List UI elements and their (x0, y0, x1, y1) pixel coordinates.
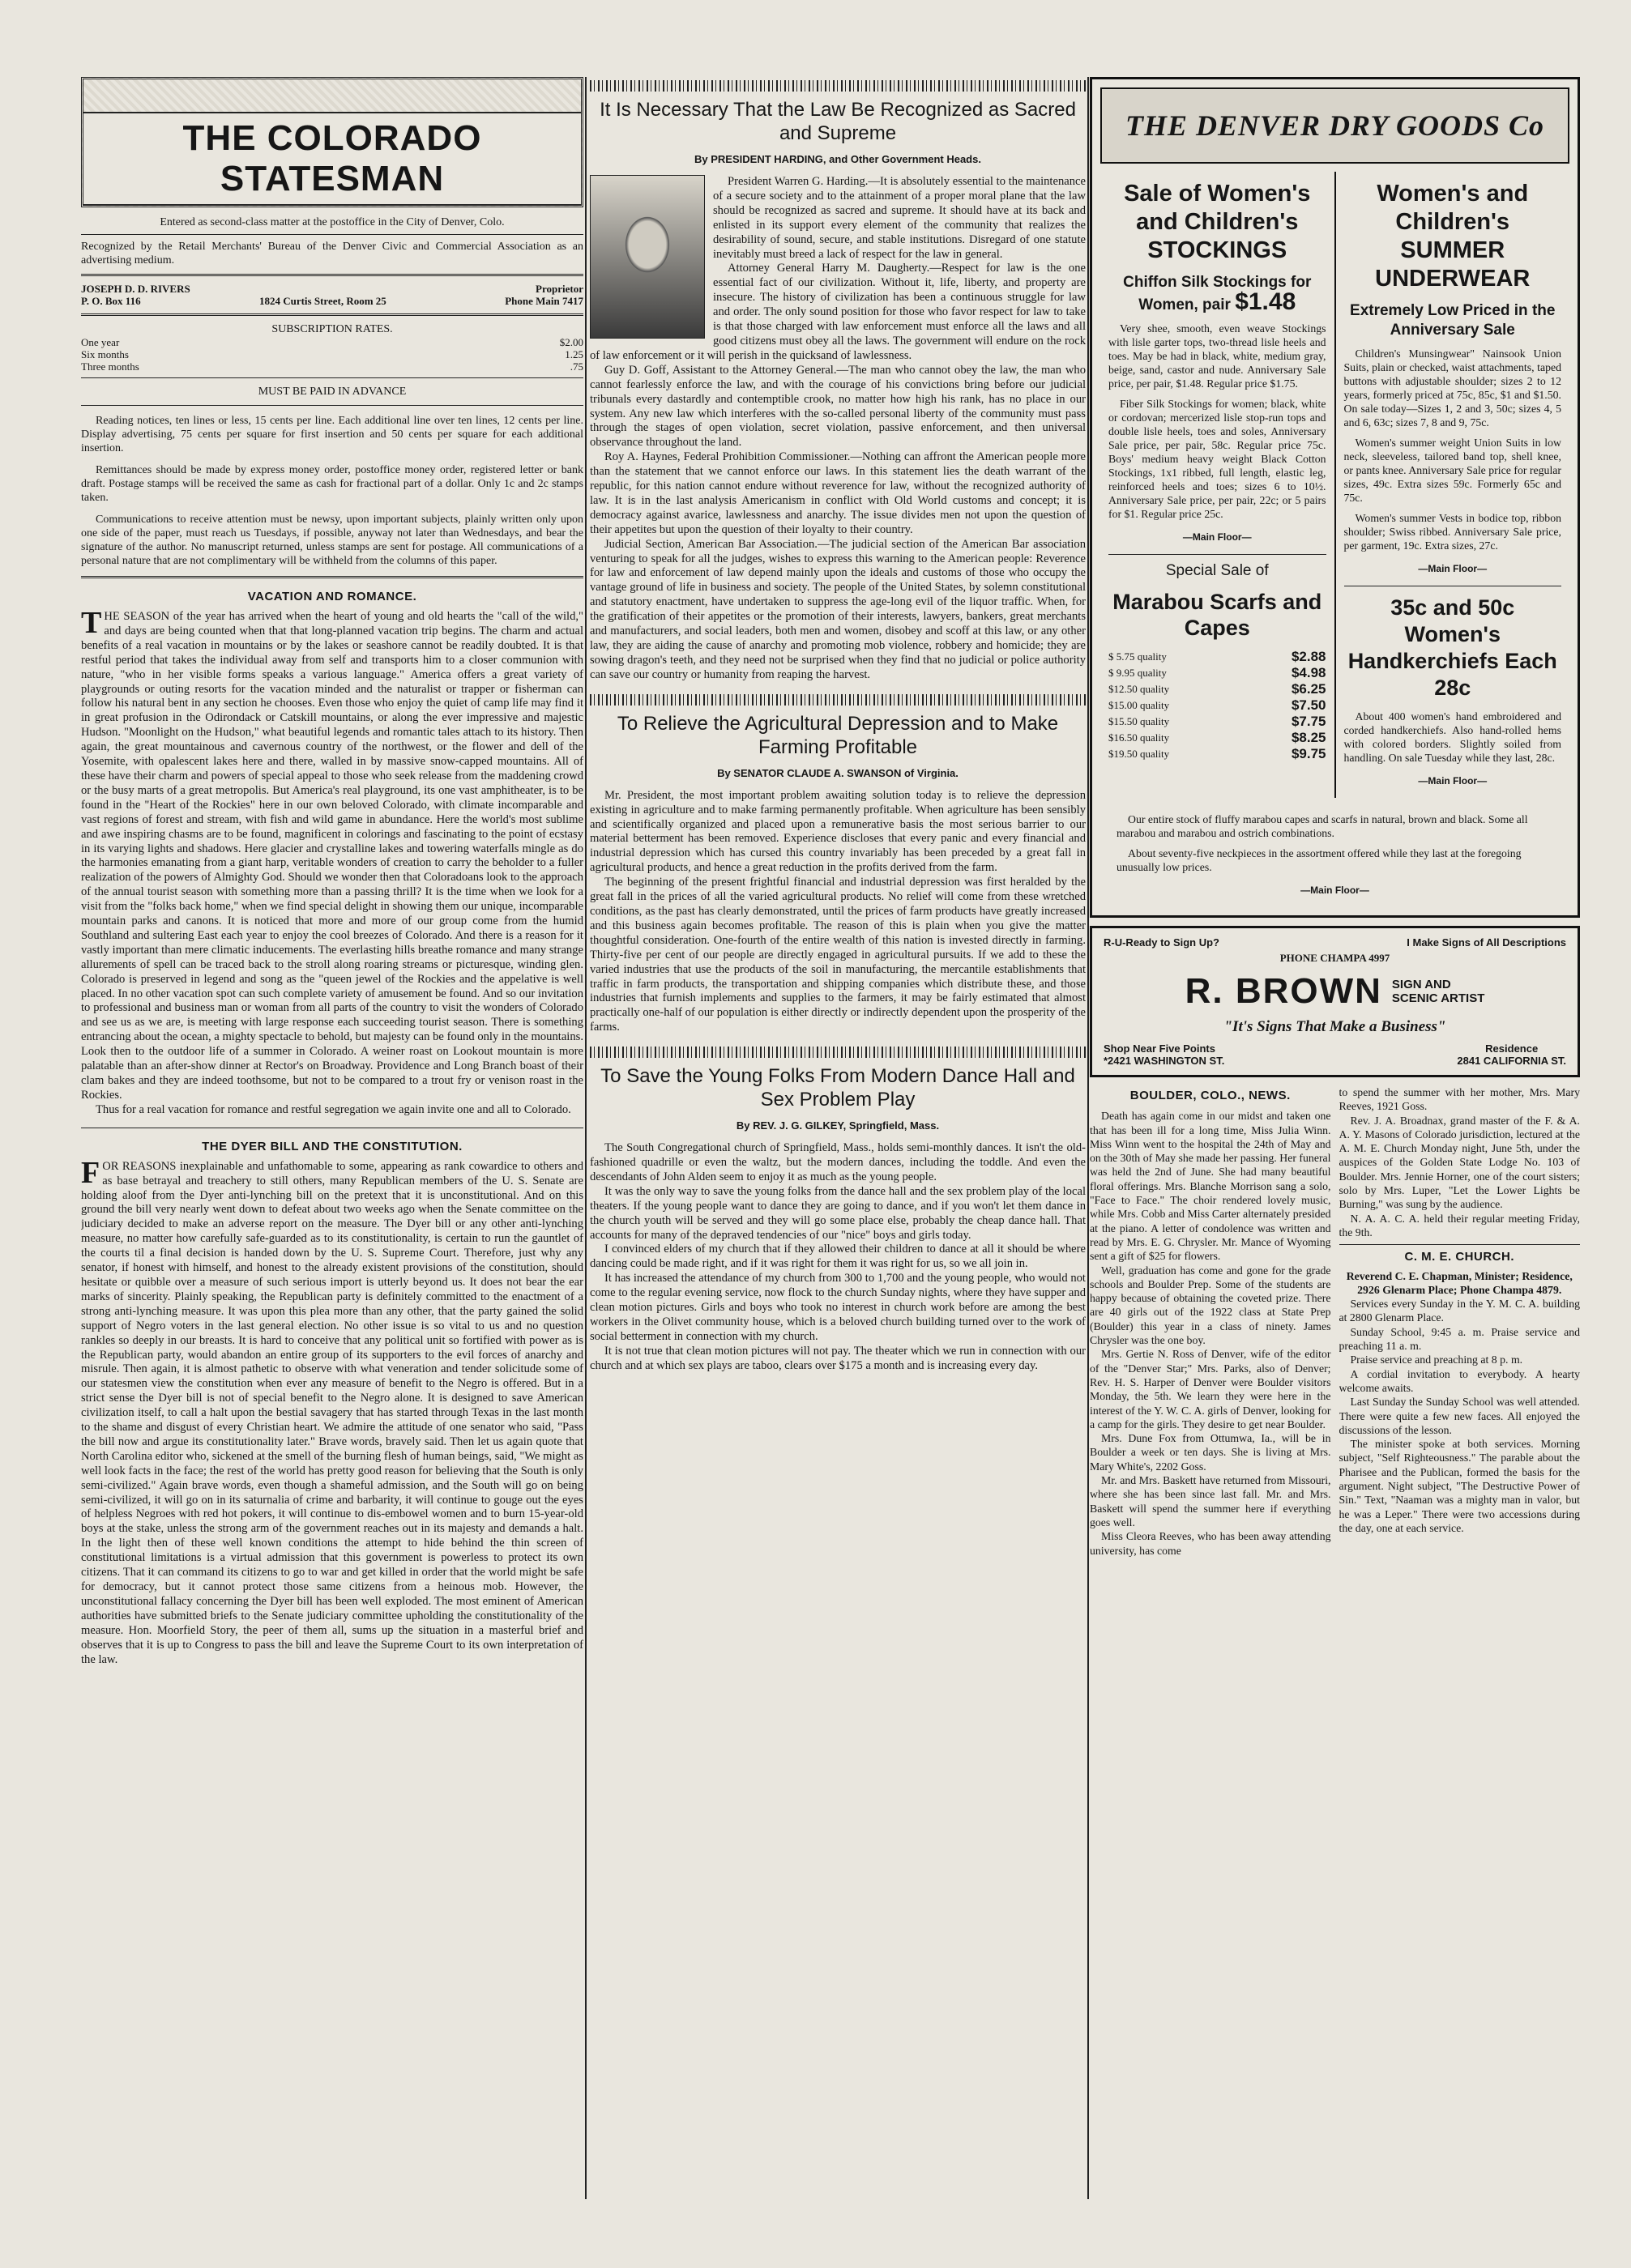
recognized-notice: Recognized by the Retail Merchants' Bureau of the Denver Civic and Commercial Association as an advertising medium. (81, 241, 583, 266)
brown-name: R. BROWN (1185, 971, 1382, 1011)
underwear-title: Women's and Children's SUMMER UNDERWEAR (1375, 181, 1531, 292)
news-columns (1090, 1085, 1580, 1558)
ad-footer: Our entire stock of fluffy marabou capes and scarfs in natural, brown and black. Some all marabou and marabou and ostrich combinations. About seventy-five neckpieces in the assortment offered while they last at the foregoing unusually low prices. —Main Floor— (1117, 813, 1528, 896)
harding-photo (590, 175, 705, 339)
greek-border (590, 694, 1086, 706)
phone-number: Phone Main 7417 (505, 295, 583, 307)
store-logo: THE DENVER DRY GOODS Co (1100, 87, 1569, 164)
column-rule (1087, 77, 1089, 2199)
street-address: 1824 Curtis Street, Room 25 (258, 295, 386, 307)
ad-grid-top (1100, 172, 1569, 798)
brown-phone: PHONE CHAMPA 4997 (1279, 952, 1390, 964)
stockings-section: Sale of Women's and Children's STOCKINGS Chiffon Silk Stockings for Women, pair $1.48 Very shee, smooth, even weave Stockings with lisle garter tops, two-thread lisle heels and toes. May be had in black, white, medium gray, beige, sand, castor and nude. Anniversary Sale price, per pair, $1.48. Regular price $1.75. Fiber Silk Stockings for women; black, white or cordovan; mercerized lisle stop-run tops and double lisle heels, toes and soles, Anniversary Sale price, per pair, 58c. Regular price 75c. Boys' medium heavy weight Black Cotton Stockings, 1x1 ribbed, full length, elastic leg, reinforced heels and toes; sizes 6 to 10½. Anniversary Sale price, per pair, 22c; or 5 pairs for $1. Regular price 25c. —Main Floor— Special Sale of Marabou Scarfs and Capes $ 5.75 quality $2.88 $ 9.95 quality $4.98 $12.50 quality $6.25 $15.00 quality $7.50 $15.50 quality $7.75 $16.50 quality $8.25 $19.50 quality $9.75 (1108, 181, 1326, 761)
masthead (81, 77, 583, 207)
chiffon-line: Chiffon Silk Stockings for Women, pair $1.48 (1123, 274, 1312, 315)
remittance-notice: Remittances should be made by express money order, postoffice money order, registered letter or bank draft. Postage stamps will be received the same as cash for fractional part of a dollar. Only 1c and 2c stamps taken. (81, 464, 583, 504)
proprietor-name: JOSEPH D. D. RIVERS (81, 283, 190, 295)
farm-article: Mr. President, the most important problem awaiting solution today is to relieve the depression existing in agriculture and to make farming permanently profitable. When agriculture has been sensibly and scientifically organized and placed upon a remunerative basis the most serious barrier to our material betterment has been removed. Experience discloses that every panic and every financial and industrial depression which has cursed this country invariably has been preceded by a great fall in agricultural products, and hence a great reduction in the profits derived from the farm. The beginning of the present frightful financial and industrial depression was first heralded by the great fall in the prices of all the varied agricultural products. No relief will come from these wretched conditions, as the past has clearly demonstrated, until the prices of farm products have greatly increased and this business again becomes profitable. The reason of this is plain when you give the matter thoughtful consideration. One-fourth of the entire wealth of this nation is invested directly in farming. Thirty-five per cent of our people are directly engaged in agricultural pursuits. If we add to these the varied industries that use the products of the soil in manufacturing, the mercantile establishments that traffic in farm products, the transportation and shipping companies which distribute these, and those industries that furnish implements and supplies to the farmers, it may be fairly estimated that almost practically one-half of our population is either directly or indirectly dependent upon the prosperity of the farms. (590, 788, 1086, 1034)
marabou-pre: Special Sale of (1165, 562, 1269, 579)
underwear-subtitle: Extremely Low Priced in the Anniversary Sale (1350, 302, 1556, 339)
price-row: $ 5.75 quality $2.88 (1108, 649, 1326, 664)
masthead-title: THE COLORADO STATESMAN (83, 112, 581, 206)
price-row: $ 9.95 quality $4.98 (1108, 665, 1326, 680)
law-headline: It Is Necessary That the Law Be Recognized as Sacred and Supreme (600, 99, 1076, 144)
farm-byline: By SENATOR CLAUDE A. SWANSON of Virginia. (717, 766, 959, 779)
farm-headline: To Relieve the Agricultural Depression and to Make Farming Profitable (617, 712, 1059, 758)
dyer-title: THE DYER BILL AND THE CONSTITUTION. (202, 1139, 463, 1153)
reading-notice: Reading notices, ten lines or less, 15 cents per line. Each additional line over ten lines, 12 cents per line. Display advertising, 75 cents per square for first insertion and 50 cents per square for each additional insertion. (81, 415, 583, 454)
dyer-article: FOR REASONS inexplainable and unfathomable to some, appearing as rank cowardice to others and as base betrayal and treachery to still others, many Republican members of the U. S. Senate are holding aloof from the Dyer anti-lynching bill on the pretext that it is unconstitutional. And on this ground the bill very nearly went down to defeat about two weeks ago when the Senate committee on the judiciary decided to make an adverse report on the measure. The Dyer bill or any other anti-lynching measure, no matter how carefully safe-guarded as to its constitutionality, is certain to run the gauntlet of the courts til a final decision is handed down by the U. S. Supreme Court. Therefore, just why any senator, if honest with himself, and honest to the already existent provisions of the constitution, should hesitate or quibble over a measure of such serious import is utterly beyond us. It does not bear the ear marks of sincerity. Plainly speaking, the Republican party is definitely committed to the enactment of a strong anti-lynching measure. It was upon this plea more than any other, that the party gained the solid support of Negro voters in the last general election. No other issue is so vital to us and no question rankles so deeply in our breasts. It is hard to conceive that any political unit so fortified with power as is the Republican party, would abandon an entire group of its supporters to the evil forces of anarchy and misrule. Then again, it is almost pathetic to observe with what veneration and tender solicitude some of our statesmen view the constitution when ever any measure of benefit to the Negro is offered. But in a strict sense the Dyer bill is not of special benefit to the Negro alone. It is designed to save American civilization itself, to call a halt upon the bestial savagery that has started through Texas in the last month to the shame and disgust of every Christian heart. We admire the attitude of one senator who said, "Pass the bill now and argue its constitutionality later." Brave words, bravely said. Then let us again quote that North Carolina editor who, sickened at the smell of the burning flesh of human beings, said, "We might as well look facts in the face; the rest of the world has pretty good reason for believing that the South is only semi-civilized." Again brave words, even though a shameful admission, and the South will go on being semi-civilized, it will go on in its saturnalia of crime and barbarity, it will continue to gouge out the eyes of helpless Negroes with red hot pokers, it will continue to dis-embowel women and to burn 15-year-old boys at the stake, unless the strong arm of the government reaches out in its majesty and demands a halt. In the light then of these well known conditions the attempt to hide behind the thin screen of constitutional limitations is a virtual admission that this government is powerless to protect its own citizens. That it can command its citizens to go to war and get killed in order that the world might be safe for democracy, but it cannot protect those same citizens from a heinous mob. However, the unconstitutional fallacy concerning the Dyer bill has been well exploded. The most eminent of American authorities have submitted briefs to the Senate judiciary committee upholding the constitutionality of the measure. Hon. Moorfield Story, the peer of them all, sums up the situation in a masterful brief and observes that it is up to Congress to pass the bill and leave the Supreme Court to its own interpretation of the law. (81, 1155, 583, 1666)
handkerchiefs-title: 35c and 50c Women's Handkerchiefs Each 28c (1347, 595, 1557, 700)
stockings-title: Sale of Women's and Children's STOCKINGS (1124, 181, 1311, 263)
boulder-news: BOULDER, COLO., NEWS. Death has again come in our midst and taken one that has been ill for a long time, Miss Julia Winn. Miss Winn went to the hospital the 24th of May and on the 30th of May she made her passing. Her funeral was held the 2nd of June. She had many beautiful floral offerings. Mrs. Blanche Morrison sang a solo, "Face to Face." The choir rendered lovely music, while Mrs. Cobb and Miss Carter alternately presided at the piano. A letter of condolence was written and read by Mrs. E. G. Chrysler. Mr. Mance of Wyoming sent a gift of $25 for flowers. Well, graduation has come and gone for the grade schools and Boulder Prep. Some of the students are happy because of obtaining the coveted prize. There are 40 girls out of the 1922 class at State Prep (Boulder) this year in a class of ninety. James Chrysler was the one boy. Mrs. Gertie N. Ross of Denver, wife of the editor of the "Denver Star;" Mrs. Parks, also of Denver; Rev. H. S. Harper of Denver were Boulder visitors Monday, the 5th. We learn they were here in the interest of the Y. W. C. A. girls of Denver, looking for a camp for the girls. They desire to get near Boulder. Mrs. Dune Fox from Ottumwa, Ia., will be in Boulder a week or ten days. She is living at Mrs. Mary White's, 2202 Goss. Mr. and Mrs. Baskett have returned from Missouri, where she has been since last fall. Mr. and Mrs. Baskett will spend the summer here if everything goes well. Miss Cleora Reeves, who has been away attending university, has come (1090, 1089, 1331, 1557)
brown-left-top: R-U-Ready to Sign Up? (1104, 936, 1219, 949)
chiffon-price: $1.48 (1235, 288, 1296, 315)
price-row: $15.50 quality $7.75 (1108, 714, 1326, 729)
price-row: $15.00 quality $7.50 (1108, 697, 1326, 713)
proprietor-row (81, 283, 583, 295)
rate-row: One year $2.00 (81, 336, 583, 348)
rate-row: Six months 1.25 (81, 348, 583, 360)
advance-notice: MUST BE PAID IN ADVANCE (258, 386, 407, 398)
brown-right-top: I Make Signs of All Descriptions (1407, 936, 1566, 949)
communications-notice: Communications to receive attention must be newsy, upon important subjects, plainly written only upon one side of the paper, must reach us Tuesdays, if possible, anyway not later than Wednesdays, and bear the signature of the author. No manuscript returned, unless stamps are sent for postage. All communications of a personal nature that are not complimentary will be withheld from the columns of this paper. (81, 514, 583, 567)
address-row (81, 295, 583, 307)
dance-article: The South Congregational church of Springfield, Mass., holds semi-monthly dances. It isn't the old-fashioned quadrille or even the waltz, but the modern dances, including the toddle. And even the descendants of John Alden seem to enjoy it as much as the young people. It was the only way to save the young folks from the dance hall and the sex problem play of the local theaters. If the young people want to dance they are going to dance, and if you won't let them dance in the church youth will be served and they will go some place else, probably the cheap dance hall. That accounts for many of the depraved tendencies of our "nice" boys and girls today. I convinced elders of my church that if they allowed their children to dance at all it should be where dancing could be made right, and if it was right for them it was right for us, so we all join in. It has increased the attendance of my church from 300 to 1,700 and the young people, who would not come to the regular evening service, now flock to the church Sunday nights, where they have supper and clean motion pictures. Girls and boys who took no interest in church work before are among the best workers in the Olivet community house, which is a beloved church building turned over to the work of social betterment in connection with my church. It is not true that clean motion pictures will not pay. The theater which we run in connection with our church and at which sex plays are taboo, clears over $175 a month and is increasing every day. (590, 1141, 1086, 1372)
law-byline: By PRESIDENT HARDING, and Other Government Heads. (694, 153, 981, 165)
vacation-title: VACATION AND ROMANCE. (247, 590, 417, 603)
greek-border (590, 80, 1086, 92)
proprietor-label: Proprietor (536, 283, 583, 295)
law-article: President Warren G. Harding.—It is absolutely essential to the maintenance of a secure society and to the attainment of a proper moral plane that the law should be recognized as sacred and supreme. It should have at its back and enlisted in its support every element of the community that realizes the desirability of sound, secure, and stable institutions. Disregard of one statute inevitably must breed a lack of respect for the law in general. Attorney General Harry M. Daugherty.—Respect for law is the one essential fact of our civilization. Without it, life, liberty, and property are insecure. The history of civilization has been a continuous struggle for law and order. The only sound position for those who favor respect for law to take is that those charged with law enforcement must enforce all the laws and all good citizens must obey all the laws. The government will endure on the rock of law enforcement or it will perish in the quicksand of lawlessness. Guy D. Goff, Assistant to the Attorney General.—The man who cannot obey the law, the man who cannot fearlessly enforce the law, and with the courage of his convictions bring before our judicial tribunals every dastardly and contemptible crook, no matter how high his rank, has no place in our system. Any new law which interferes with the so-called personal liberty of the community must pass through the stages of open violation, secret violation, passive enforcement, and then universal observance throughout the land. Roy A. Haynes, Federal Prohibition Commissioner.—Nothing can affront the American people more than the statement that we cannot enforce our laws. In this statement lies the death warrant of the republic, for this nation cannot endure without reverence for law, without the recognized authority of law. It is in the last analysis Americanism in conflict with Old World customs and concept; it is democracy against avarice, lawlessness and anarchy. The issue divides men not upon the question of their appetites but upon the question of their loyalty to their country. Judicial Section, American Bar Association.—The judicial section of the American Bar association venturing to speak for all the judges, wishes to express this warning to the American people: Reverence for law and enforcement of law depend mainly upon the ideals and customs of those who occupy the vantage ground of life in business and society. The people of the United States, by solemn constitutional and statutory enactment, have undertaken to suppress the age-long evil of the liquor traffic. When, for the gratification of their appetites or the promotion of their interests, lawyers, bankers, great merchants and manufacturers, and social leaders, both men and women, disobey and scoff at this law, or any other law, they are aiding the cause of anarchy and promoting mob violence, robbery and homicide; they are sowing dragon's teeth, and they need not be surprised when they find that no judicial or police authority can save our country or humanity from reaping the harvest. (590, 175, 1086, 681)
price-row: $19.50 quality $9.75 (1108, 746, 1326, 761)
r-brown-ad: R-U-Ready to Sign Up? I Make Signs of All Descriptions PHONE CHAMPA 4997 R. BROWN SIGN AND SCENIC ARTIST "It's Signs That Make a Business" Shop Near Five Points *2421 WASHINGTON ST. Residence 2841 CALIFORNIA ST. (1090, 926, 1580, 1077)
dance-headline: To Save the Young Folks From Modern Dance Hall and Sex Problem Play (600, 1065, 1075, 1111)
entered-notice: Entered as second-class matter at the postoffice in the City of Denver, Colo. (160, 216, 505, 228)
column-rule (585, 77, 587, 2199)
greek-border (590, 1047, 1086, 1058)
brown-tagline: "It's Signs That Make a Business" (1223, 1018, 1446, 1035)
price-row: $12.50 quality $6.25 (1108, 681, 1326, 697)
price-row: $16.50 quality $8.25 (1108, 730, 1326, 745)
marabou-price-list (1108, 649, 1326, 762)
middle-column (590, 77, 1086, 2223)
denver-dry-goods-ad (1090, 77, 1580, 918)
vacation-article: THE SEASON of the year has arrived when the heart of young and old hearts the "call of the wild," and days are being counted when that that long-planned vacation trip begins. The charm and actual benefits of a real vacation in mountains or by the lakes or seashore cannot be readily doubted. It is that restful period that takes the individual away from self and transports him to a closer communion with nature, "who in her visible forms speaks a various language." America offers a great variety of playgrounds or outing resorts for the vacation minded and the naturalist or trapper or fisherman can follow his natural bent in any section he chooses. Even those who enjoy the quiet of camp life may find it in great profusion in the Odirondack or Catskill mountains, or along the ever impressive and majestic Hudson. "Moonlight on the Hudson," what beautiful legends and romantic tales attach to its history. Then again, the great mountainous and cavernous country of the northwest, or the flower and dell of the Yosemite, with opalescent lakes here and there, walled in by massive snow-capped mountains. All of these have their charm and powers of special appeal to those who seek release from the maddening crowd or the busy marts of a great metropolis. But America's real playground, its one vast amphitheater, is to be found in the "Heart of the Rockies" here in our own beloved Colorado, with climate incomparable and vast regions of forest and stream, with fish and wild game in abundance. Here the world's most sublime and awe inspiring chasms are to be found, magnificent in colorings and fascinating to the point of ecstasy in its varying lights and shadows. Here glacier and crystalline lakes and towering waterfalls mingle as do the harmonies emanating from a giant harp, veritable wonders of creation to carry the beholder to a fuller realization of the powers of Almighty God. Should we wonder then that Coloradoans look to the approach of the annual tourist season with something more than a passing thrill? It is the time when we look for a visit from the "folks back home," when we find special delight in showing them our unique, incomparable mountain parks and canons. It is noticed that more and more of our group come from the humid Southland and sultering East each year to enjoy the cool breezes of Colorado. And there is a reason for it vastly important than mere climatic inducements. The everlasting hills breathe romance and many strange allurements of spell can be traced back to the stroll along roaring streams or picturesque, winding glen. Colorado is preserved in legend and song as the "queen jewel of the Rockies and the appelative is well placed. In no other vacation spot can such complete variety of amusement be found. And so our invitation to professional and business man or woman from all parts of the country to visit the wonders of Colorado and see us as we are, is meeting with large response each succeeding tourist season. There is something entrancing about the ocean, a mighty spectacle to behold, but majesty can be found only in the mountains. Look then to the outdoor life of a summer in Colorado. A weiner roast on Lookout mountain is more palatable than an after-show dinner at Rector's on Broadway. Providence and Long Branch boast of their clam bakes and they are indeed toothsome, but not to be compared to a trout fry or venison roast in the Rockies. Thus for a real vacation for romance and restful segregation we again invite one and all to Colorado. (81, 606, 583, 1116)
underwear-section: Women's and Children's SUMMER UNDERWEAR Extremely Low Priced in the Anniversary Sale Children's Munsingwear" Nainsook Union Suits, plain or checked, waist attachments, taped buttons with adjustable shoulder; sizes 2 to 12 years, formerly priced at 75c, 85c, $1 and $1.50. On sale today—Sizes 1, 2 and 3, 50c; sizes 4, 5 and 6, 63c; sizes 7, 8 and 9, 75c. Women's summer weight Union Suits in low neck, sleeveless, tailored band top, shell knee, or pants knee. Anniversary Sale price for regular sizes, 49c. Extra sizes 59c. Formerly 65c and 75c. Women's summer Vests in bodice top, ribbon shoulder; Swiss ribbed. Anniversary Sale price, per garment, 19c. Extra sizes, 27c. —Main Floor— 35c and 50c Women's Handkerchiefs Each 28c About 400 women's hand embroidered and corded handkerchiefs. Also hand-rolled hems with colored borders. Slightly soiled from handling. On sale Tuesday while they last, 28c. —Main Floor— (1334, 172, 1570, 798)
right-column (1090, 77, 1580, 2223)
po-box: P. O. Box 116 (81, 295, 141, 307)
dance-byline: By REV. J. G. GILKEY, Springfield, Mass. (736, 1119, 940, 1132)
subscription-title: SUBSCRIPTION RATES. (271, 323, 393, 335)
left-column (81, 77, 583, 2223)
rate-row: Three months .75 (81, 360, 583, 373)
marabou-title: Marabou Scarfs and Capes (1112, 590, 1322, 640)
cme-church-news: to spend the summer with her mother, Mrs. Mary Reeves, 1921 Goss. Rev. J. A. Broadnax, grand master of the F. & A. A. Y. Masons of Colorado jurisdiction, lectured at the A. M. E. Church Monday night, June 5th, under the auspices of the Golden State Lodge No. 103 of Boulder. Mrs. Jennie Horner, one of the court sisters; solo by Mrs. Luper, "Let the Lower Lights be Burning," was sung by the audience. N. A. A. C. A. held their regular meeting Friday, the 9th. C. M. E. CHURCH. Reverend C. E. Chapman, Minister; Residence, 2926 Glenarm Place; Phone Champa 4879. Services every Sunday in the Y. M. C. A. building at 2800 Glenarm Place. Sunday School, 9:45 a. m. Praise service and preaching 11 a. m. Praise service and preaching at 8 p. m. A cordial invitation to everybody. A hearty welcome awaits. Last Sunday the Sunday School was well attended. There were quite a few new faces. All enjoyed the discussions of the lesson. The minister spoke at both services. Morning subject, "Self Righteousness." The parable about the Pharisee and the Publican, formed the basis for the argument. Night subject, "The Destructive Power of Sin." Text, "Naaman was a mighty man in valor, but he was a Leper." There were two accessions during the day, one at each service. (1339, 1086, 1580, 1534)
